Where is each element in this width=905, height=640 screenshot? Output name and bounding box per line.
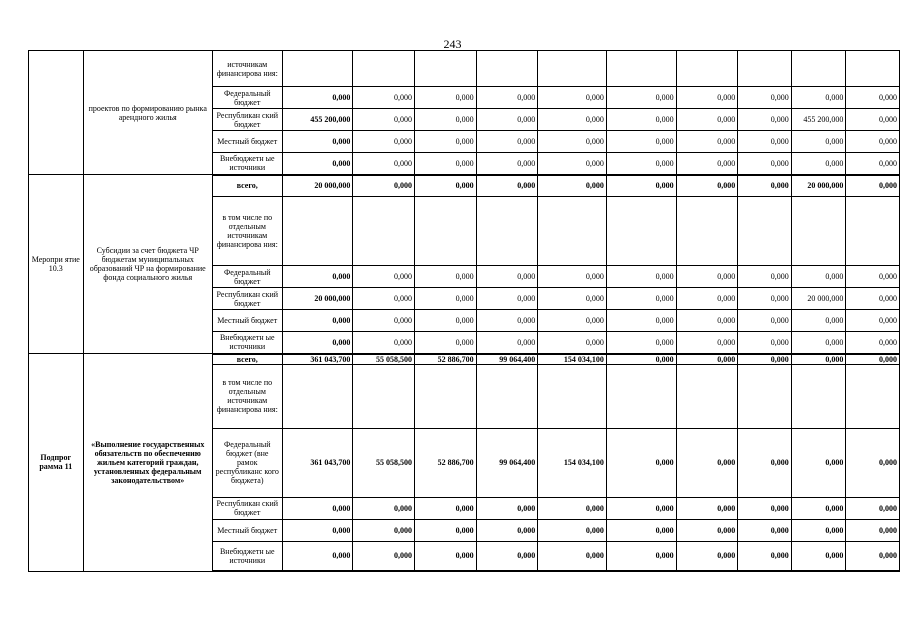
amount-cell: 52 886,700 [414, 428, 476, 497]
amount-cell [476, 364, 538, 428]
amount-cell: 0,000 [791, 428, 846, 497]
amount-cell [791, 197, 846, 266]
amount-cell: 0,000 [353, 87, 415, 109]
amount-cell: 0,000 [846, 288, 900, 310]
amount-cell: 0,000 [414, 310, 476, 332]
amount-cell [676, 197, 738, 266]
amount-cell: 0,000 [538, 87, 607, 109]
funding-source: Республикан ский бюджет [212, 109, 282, 131]
amount-cell: 0,000 [538, 288, 607, 310]
amount-cell: 0,000 [846, 519, 900, 541]
amount-cell: 0,000 [791, 497, 846, 519]
amount-cell: 0,000 [476, 87, 538, 109]
amount-cell [738, 197, 792, 266]
amount-cell: 0,000 [791, 519, 846, 541]
amount-cell [606, 197, 676, 266]
amount-cell: 0,000 [282, 266, 353, 288]
page-number: 243 [443, 37, 462, 51]
amount-cell: 0,000 [738, 153, 792, 175]
amount-cell [738, 364, 792, 428]
amount-cell: 0,000 [846, 428, 900, 497]
section-label [29, 51, 84, 175]
funding-source: Федеральный бюджет [212, 266, 282, 288]
amount-cell [606, 51, 676, 87]
table-row [29, 51, 900, 87]
amount-cell: 0,000 [476, 288, 538, 310]
amount-cell: 0,000 [846, 175, 900, 197]
funding-source: всего, [212, 354, 282, 365]
amount-cell: 0,000 [353, 175, 415, 197]
amount-cell: 154 034,100 [538, 354, 607, 365]
amount-cell: 0,000 [282, 131, 353, 153]
amount-cell: 0,000 [676, 266, 738, 288]
amount-cell: 0,000 [791, 354, 846, 365]
funding-source: Внебюджетн ые источники [212, 541, 282, 571]
funding-source: Федеральный бюджет [212, 87, 282, 109]
table-row [29, 354, 900, 365]
amount-cell: 0,000 [353, 266, 415, 288]
amount-cell: 0,000 [538, 266, 607, 288]
funding-source: Внебюджетн ые источники [212, 153, 282, 175]
amount-cell: 0,000 [353, 153, 415, 175]
amount-cell: 0,000 [846, 354, 900, 365]
amount-cell: 0,000 [414, 541, 476, 571]
amount-cell: 0,000 [414, 266, 476, 288]
amount-cell: 0,000 [282, 153, 353, 175]
amount-cell: 0,000 [538, 153, 607, 175]
amount-cell: 0,000 [676, 541, 738, 571]
funding-source: Местный бюджет [212, 519, 282, 541]
amount-cell: 0,000 [606, 87, 676, 109]
amount-cell: 0,000 [738, 288, 792, 310]
amount-cell [476, 51, 538, 87]
amount-cell [353, 364, 415, 428]
budget-table [28, 50, 900, 572]
amount-cell: 55 058,500 [353, 428, 415, 497]
amount-cell: 0,000 [606, 109, 676, 131]
amount-cell: 0,000 [846, 332, 900, 354]
amount-cell: 0,000 [414, 131, 476, 153]
amount-cell: 0,000 [606, 354, 676, 365]
amount-cell [538, 51, 607, 87]
section-description: Субсидии за счет бюджета ЧР бюджетам муниципальных образований ЧР на формирование фонда социального жилья [83, 175, 212, 354]
amount-cell: 0,000 [353, 332, 415, 354]
amount-cell: 0,000 [353, 131, 415, 153]
amount-cell: 0,000 [476, 310, 538, 332]
amount-cell: 0,000 [676, 87, 738, 109]
amount-cell: 0,000 [476, 153, 538, 175]
amount-cell [738, 51, 792, 87]
amount-cell: 455 200,000 [791, 109, 846, 131]
amount-cell: 0,000 [791, 266, 846, 288]
amount-cell: 0,000 [676, 497, 738, 519]
amount-cell [353, 197, 415, 266]
amount-cell: 0,000 [353, 497, 415, 519]
amount-cell [282, 51, 353, 87]
amount-cell: 0,000 [738, 541, 792, 571]
amount-cell: 361 043,700 [282, 428, 353, 497]
amount-cell [282, 197, 353, 266]
amount-cell: 0,000 [791, 332, 846, 354]
amount-cell: 0,000 [282, 332, 353, 354]
amount-cell [538, 364, 607, 428]
amount-cell: 0,000 [538, 131, 607, 153]
section-description: «Выполнение государственных обязательств по обеспечению жильем категорий граждан, установленных федеральным законодательством» [83, 354, 212, 572]
amount-cell: 0,000 [282, 310, 353, 332]
amount-cell: 0,000 [791, 131, 846, 153]
amount-cell: 0,000 [738, 332, 792, 354]
amount-cell: 0,000 [606, 175, 676, 197]
amount-cell [791, 364, 846, 428]
amount-cell: 0,000 [353, 541, 415, 571]
amount-cell [606, 364, 676, 428]
amount-cell: 0,000 [538, 175, 607, 197]
amount-cell: 0,000 [538, 519, 607, 541]
section-description: проектов по формированию рынка арендного жилья [83, 51, 212, 175]
amount-cell: 0,000 [606, 541, 676, 571]
amount-cell: 0,000 [676, 428, 738, 497]
amount-cell [846, 364, 900, 428]
funding-source: в том числе по отдельным источникам финансирова ния: [212, 197, 282, 266]
amount-cell: 0,000 [676, 310, 738, 332]
amount-cell: 0,000 [414, 519, 476, 541]
amount-cell: 0,000 [606, 497, 676, 519]
amount-cell: 0,000 [538, 497, 607, 519]
amount-cell: 52 886,700 [414, 354, 476, 365]
amount-cell [414, 197, 476, 266]
amount-cell: 361 043,700 [282, 354, 353, 365]
amount-cell: 0,000 [538, 310, 607, 332]
amount-cell: 0,000 [476, 332, 538, 354]
amount-cell: 0,000 [738, 354, 792, 365]
amount-cell: 0,000 [606, 288, 676, 310]
amount-cell: 99 064,400 [476, 428, 538, 497]
amount-cell: 0,000 [676, 153, 738, 175]
amount-cell: 0,000 [414, 288, 476, 310]
amount-cell [353, 51, 415, 87]
amount-cell: 0,000 [791, 541, 846, 571]
amount-cell: 154 034,100 [538, 428, 607, 497]
amount-cell: 0,000 [606, 332, 676, 354]
amount-cell [791, 51, 846, 87]
table-row [29, 175, 900, 197]
amount-cell: 20 000,000 [282, 175, 353, 197]
amount-cell: 0,000 [353, 109, 415, 131]
amount-cell: 0,000 [676, 131, 738, 153]
amount-cell: 99 064,400 [476, 354, 538, 365]
amount-cell: 0,000 [846, 497, 900, 519]
amount-cell: 0,000 [676, 288, 738, 310]
amount-cell: 0,000 [738, 109, 792, 131]
amount-cell: 55 058,500 [353, 354, 415, 365]
amount-cell: 0,000 [476, 497, 538, 519]
amount-cell: 0,000 [738, 266, 792, 288]
funding-source: всего, [212, 175, 282, 197]
amount-cell: 0,000 [846, 87, 900, 109]
amount-cell: 0,000 [353, 519, 415, 541]
amount-cell: 0,000 [538, 541, 607, 571]
amount-cell: 0,000 [676, 354, 738, 365]
amount-cell: 20 000,000 [791, 175, 846, 197]
amount-cell: 0,000 [606, 266, 676, 288]
amount-cell: 0,000 [846, 109, 900, 131]
amount-cell: 0,000 [738, 428, 792, 497]
amount-cell: 0,000 [606, 519, 676, 541]
amount-cell: 0,000 [476, 519, 538, 541]
amount-cell [282, 364, 353, 428]
amount-cell: 0,000 [738, 497, 792, 519]
amount-cell: 0,000 [538, 332, 607, 354]
amount-cell: 0,000 [606, 428, 676, 497]
amount-cell: 0,000 [353, 288, 415, 310]
amount-cell: 0,000 [606, 310, 676, 332]
amount-cell: 0,000 [791, 87, 846, 109]
amount-cell: 0,000 [738, 131, 792, 153]
amount-cell: 0,000 [476, 175, 538, 197]
funding-source: Местный бюджет [212, 310, 282, 332]
funding-source: в том числе по отдельным источникам финансирова ния: [212, 364, 282, 428]
amount-cell: 0,000 [846, 153, 900, 175]
amount-cell: 0,000 [476, 541, 538, 571]
amount-cell [676, 51, 738, 87]
amount-cell: 0,000 [676, 332, 738, 354]
amount-cell: 0,000 [738, 87, 792, 109]
amount-cell: 0,000 [538, 109, 607, 131]
amount-cell: 0,000 [606, 131, 676, 153]
amount-cell: 0,000 [846, 541, 900, 571]
section-label: Меропри ятие 10.3 [29, 175, 84, 354]
amount-cell: 0,000 [414, 87, 476, 109]
amount-cell [414, 51, 476, 87]
amount-cell: 0,000 [282, 519, 353, 541]
amount-cell: 0,000 [353, 310, 415, 332]
amount-cell: 0,000 [846, 266, 900, 288]
funding-source: Федеральный бюджет (вне рамок республиканс кого бюджета) [212, 428, 282, 497]
amount-cell: 0,000 [791, 310, 846, 332]
amount-cell: 0,000 [676, 175, 738, 197]
amount-cell: 0,000 [414, 109, 476, 131]
amount-cell [846, 197, 900, 266]
amount-cell [846, 51, 900, 87]
table-body [29, 51, 900, 572]
amount-cell: 0,000 [414, 497, 476, 519]
amount-cell: 0,000 [846, 310, 900, 332]
funding-source: источникам финансирова ния: [212, 51, 282, 87]
funding-source: Республикан ский бюджет [212, 497, 282, 519]
amount-cell: 0,000 [476, 266, 538, 288]
amount-cell: 0,000 [738, 519, 792, 541]
amount-cell: 0,000 [282, 497, 353, 519]
amount-cell: 0,000 [282, 541, 353, 571]
amount-cell: 0,000 [414, 332, 476, 354]
amount-cell: 20 000,000 [791, 288, 846, 310]
amount-cell: 0,000 [846, 131, 900, 153]
amount-cell: 0,000 [676, 519, 738, 541]
amount-cell: 0,000 [791, 153, 846, 175]
amount-cell: 0,000 [738, 310, 792, 332]
amount-cell: 20 000,000 [282, 288, 353, 310]
funding-source: Местный бюджет [212, 131, 282, 153]
amount-cell: 0,000 [282, 87, 353, 109]
amount-cell: 455 200,000 [282, 109, 353, 131]
amount-cell [676, 364, 738, 428]
amount-cell: 0,000 [414, 153, 476, 175]
funding-source: Внебюджетн ые источники [212, 332, 282, 354]
amount-cell: 0,000 [476, 109, 538, 131]
amount-cell: 0,000 [738, 175, 792, 197]
funding-source: Республикан ский бюджет [212, 288, 282, 310]
section-label: Подпрог рамма 11 [29, 354, 84, 572]
amount-cell [476, 197, 538, 266]
amount-cell: 0,000 [414, 175, 476, 197]
amount-cell [538, 197, 607, 266]
amount-cell [414, 364, 476, 428]
amount-cell: 0,000 [676, 109, 738, 131]
amount-cell: 0,000 [606, 153, 676, 175]
amount-cell: 0,000 [476, 131, 538, 153]
